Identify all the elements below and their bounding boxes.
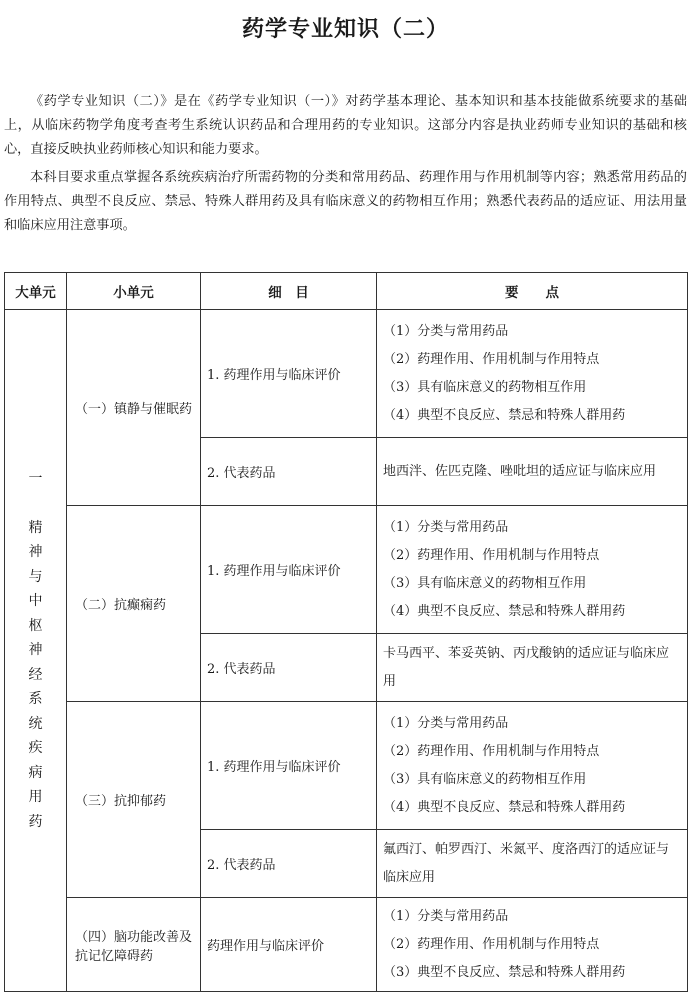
- key-point-item: （2）药理作用、作用机制与作用特点: [383, 936, 600, 952]
- key-point-text: 氟西汀、帕罗西汀、米氮平、度洛西汀的适应证与临床应用: [383, 841, 670, 885]
- major-unit-cell: [5, 310, 67, 992]
- key-points-cell: [377, 634, 688, 702]
- key-points-cell: [377, 438, 688, 506]
- table-row: [5, 702, 688, 830]
- key-point-item: （4）典型不良反应、禁忌和特殊人群用药: [383, 799, 626, 815]
- major-unit-label: 一 精 神 与 中 枢 神 经 系 统 疾 病 用 药: [28, 470, 43, 830]
- key-points-cell: [377, 702, 688, 830]
- detail-cell: 2. 代表药品: [201, 830, 377, 898]
- key-point-item: （4）典型不良反应、禁忌和特殊人群用药: [383, 407, 626, 423]
- table-row: [5, 898, 688, 992]
- key-point-item: （4）典型不良反应、禁忌和特殊人群用药: [383, 603, 626, 619]
- detail-cell: 1. 药理作用与临床评价: [201, 310, 377, 438]
- detail-cell: 1. 药理作用与临床评价: [201, 506, 377, 634]
- subunit-cell: （三）抗抑郁药: [67, 702, 201, 898]
- syllabus-table: [4, 272, 688, 992]
- key-point-text: 卡马西平、苯妥英钠、丙戊酸钠的适应证与临床应用: [383, 645, 670, 689]
- key-point-item: （2）药理作用、作用机制与作用特点: [383, 351, 600, 367]
- key-points-cell: [377, 506, 688, 634]
- key-points-cell: [377, 830, 688, 898]
- intro-section: [4, 90, 687, 242]
- subunit-cell: （四）脑功能改善及抗记忆障碍药: [67, 898, 201, 992]
- detail-cell: 2. 代表药品: [201, 634, 377, 702]
- table-row: [5, 310, 688, 438]
- key-point-item: （1）分类与常用药品: [383, 715, 509, 731]
- detail-cell: 1. 药理作用与临床评价: [201, 702, 377, 830]
- detail-cell: 2. 代表药品: [201, 438, 377, 506]
- intro-paragraph: 《药学专业知识（二）》是在《药学专业知识（一）》对药学基本理论、基本知识和基本技能做系统要求的基础上，从临床药物学角度考查考生系统认识药品和合理用药的专业知识。这部分内容是执业药师专业知识的基础和核心，直接反映执业药师核心知识和能力要求。: [4, 94, 687, 157]
- header-detail: 细 目: [201, 273, 377, 310]
- key-point-item: （3）典型不良反应、禁忌和特殊人群用药: [383, 964, 626, 980]
- detail-cell: 药理作用与临床评价: [201, 898, 377, 992]
- key-point-item: （1）分类与常用药品: [383, 323, 509, 339]
- table-header-row: [5, 273, 688, 310]
- key-point-item: （3）具有临床意义的药物相互作用: [383, 575, 587, 591]
- key-point-item: （2）药理作用、作用机制与作用特点: [383, 547, 600, 563]
- header-major-unit: 大单元: [5, 273, 67, 310]
- key-point-text: 地西泮、佐匹克隆、唑吡坦的适应证与临床应用: [383, 463, 657, 479]
- key-point-item: （1）分类与常用药品: [383, 519, 509, 535]
- key-point-item: （3）具有临床意义的药物相互作用: [383, 379, 587, 395]
- header-key-points: 要 点: [377, 273, 688, 310]
- key-point-item: （2）药理作用、作用机制与作用特点: [383, 743, 600, 759]
- key-point-item: （1）分类与常用药品: [383, 908, 509, 924]
- key-point-item: （3）具有临床意义的药物相互作用: [383, 771, 587, 787]
- header-subunit: 小单元: [67, 273, 201, 310]
- page-title: 药学专业知识（二）: [241, 17, 449, 42]
- key-points-cell: [377, 898, 688, 992]
- intro-paragraph: 本科目要求重点掌握各系统疾病治疗所需药物的分类和常用药品、药理作用与作用机制等内容；熟悉常用药品的作用特点、典型不良反应、禁忌、特殊人群用药及具有临床意义的药物相互作用；熟悉代表药品的适应证、用法用量和临床应用注意事项。: [4, 170, 687, 233]
- subunit-cell: （二）抗癫痫药: [67, 506, 201, 702]
- key-points-cell: [377, 310, 688, 438]
- subunit-cell: （一）镇静与催眠药: [67, 310, 201, 506]
- table-row: [5, 506, 688, 634]
